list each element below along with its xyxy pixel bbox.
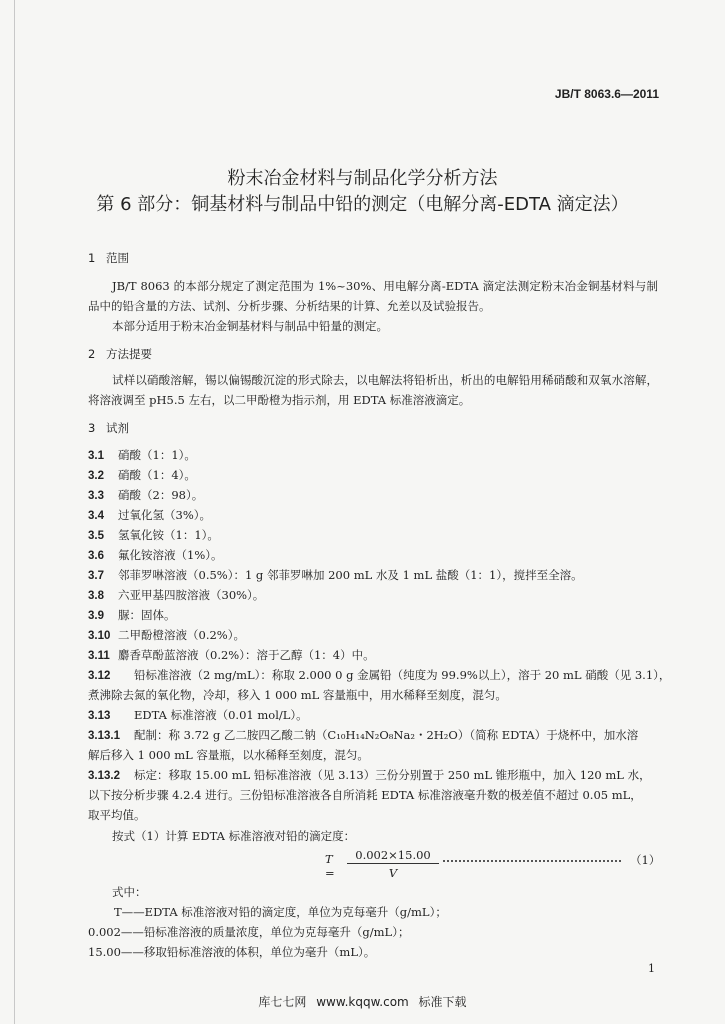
reagent-item: 3.10 二甲酚橙溶液（0.2%）。 xyxy=(88,628,245,642)
section-title: 试剂 xyxy=(106,421,129,435)
definition-line: T——EDTA 标准溶液对铅的滴定度，单位为克每毫升（g/mL）； xyxy=(114,905,447,919)
footer-watermark: 库七七网 www.kqqw.com 标准下载 xyxy=(258,995,467,1009)
section-number: 2 xyxy=(88,347,96,361)
formula-denominator: V xyxy=(388,866,398,880)
reagent-item: 3.8 六亚甲基四胺溶液（30%）。 xyxy=(88,588,265,602)
reagent-item-3-12: 3.12 铅标准溶液（2 mg/mL）：称取 2.000 0 g 金属铅（纯度为 99.9%以上），溶于 20 mL 硝酸（见 3.1）， xyxy=(88,668,671,682)
formula-lhs: T = xyxy=(325,852,335,880)
title-line-1: 粉末冶金材料与制品化学分析方法 xyxy=(227,168,498,189)
section-2-paragraph: 试样以硝酸溶解，锡以偏锡酸沉淀的形式除去，以电解法将铅析出，析出的电解铅用稀硝酸和双氧水溶解，将溶液调至 pH5.5 左右，以二甲酚橙为指示剂，用 EDTA 标准溶液滴定。 xyxy=(88,373,658,407)
reagent-item: 3.7 邻菲罗啉溶液（0.5%）：1 g 邻菲罗啉加 200 mL 水及 1 mL 盐酸（1：1），搅拌至全溶。 xyxy=(88,568,583,582)
section-3-heading xyxy=(88,420,129,436)
reagent-item: 3.2 硝酸（1：4）。 xyxy=(88,468,196,482)
page-number: 1 xyxy=(648,962,655,975)
reagent-item: 3.3 硝酸（2：98）。 xyxy=(88,488,204,502)
reagent-item-3-13-1: 3.13.1 配制：称 3.72 g 乙二胺四乙酸二钠（C₁₀H₁₄N₂O₈Na₂・2H₂O）（简称 EDTA）于烧杯中，加水溶 xyxy=(88,728,639,742)
definition-line: 0.002——铅标准溶液的质量浓度，单位为克每毫升（g/mL）； xyxy=(88,925,410,939)
title-line-2: 第 6 部分：铜基材料与制品中铅的测定（电解分离-EDTA 滴定法） xyxy=(96,194,629,215)
reagent-item-3-13-2-cont: 以下按分析步骤 4.2.4 进行。三份铅标准溶液各自所消耗 EDTA 标准溶液毫升数的极差值不超过 0.05 mL， xyxy=(88,788,642,802)
section-number: 3 xyxy=(88,421,96,435)
reagent-item: 3.5 氢氧化铵（1：1）。 xyxy=(88,528,219,542)
formula-dot-leader xyxy=(443,860,621,862)
section-2-heading xyxy=(88,346,152,362)
section-title: 方法提要 xyxy=(106,347,152,361)
section-1-paragraph-2: 本部分适用于粉末冶金铜基材料与制品中铅量的测定。 xyxy=(112,319,388,333)
reagent-item-3-13: 3.13 EDTA 标准溶液（0.01 mol/L）。 xyxy=(88,708,308,722)
section-number: 1 xyxy=(88,251,96,265)
formula-numerator: 0.002×15.00 xyxy=(347,848,439,864)
reagent-item: 3.11 麝香草酚蓝溶液（0.2%）：溶于乙醇（1：4）中。 xyxy=(88,648,375,662)
reagent-item-3-12-cont: 煮沸除去氮的氧化物，冷却，移入 1 000 mL 容量瓶中，用水稀释至刻度，混匀。 xyxy=(88,688,507,702)
reagent-item-3-13-1-cont: 解后移入 1 000 mL 容量瓶，以水稀释至刻度，混匀。 xyxy=(88,748,369,762)
reagent-item-3-13-2: 3.13.2 标定：移取 15.00 mL 铅标准溶液（见 3.13）三份分别置于 250 mL 锥形瓶中，加入 120 mL 水， xyxy=(88,768,651,782)
section-title: 范围 xyxy=(106,251,129,265)
reagent-item: 3.4 过氧化氢（3%）。 xyxy=(88,508,211,522)
section-1-heading xyxy=(88,250,129,266)
standard-number: JB/T 8063.6—2011 xyxy=(554,87,659,101)
definition-line: 15.00——移取铅标准溶液的体积，单位为毫升（mL）。 xyxy=(88,945,376,959)
reagent-item: 3.9 脲：固体。 xyxy=(88,608,176,622)
scan-edge-line xyxy=(14,0,15,1024)
reagent-item: 3.6 氟化铵溶液（1%）。 xyxy=(88,548,223,562)
formula-fraction xyxy=(347,848,439,880)
calc-intro: 按式（1）计算 EDTA 标准溶液对铅的滴定度： xyxy=(112,829,356,843)
reagent-item: 3.1 硝酸（1：1）。 xyxy=(88,448,196,462)
formula-equation-number: （1） xyxy=(630,853,661,867)
where-label: 式中： xyxy=(112,885,147,899)
section-1-paragraph-1: JB/T 8063 的本部分规定了测定范围为 1%~30%、用电解分离-EDTA 滴定法测定粉末冶金铜基材料与制品中的铅含量的方法、试剂、分析步骤、分析结果的计算、允差以及试验报告。 xyxy=(88,279,658,313)
reagent-item-3-13-2-cont: 取平均值。 xyxy=(88,808,146,822)
